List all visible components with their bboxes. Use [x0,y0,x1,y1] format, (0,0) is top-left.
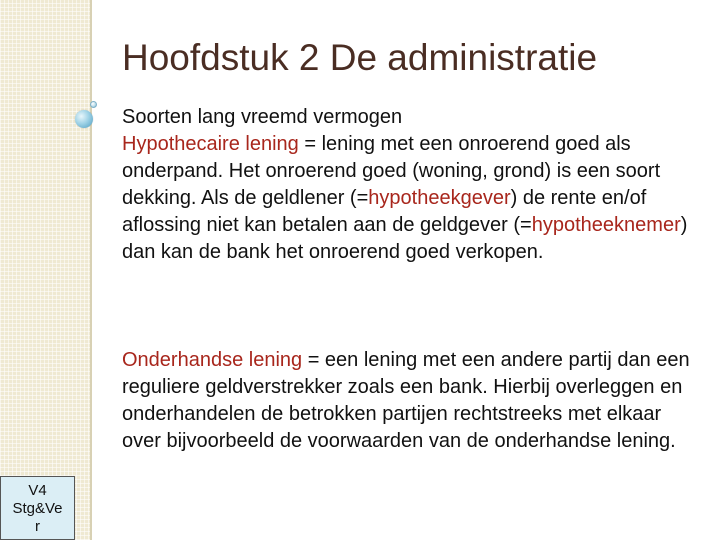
version-label-line: r [35,518,40,535]
side-band-edge [90,0,92,540]
definition-text: ) dan kan de bank het onroerend goed verkopen. [122,214,688,263]
paragraph-hypothecaire-lening [122,104,692,266]
side-band-decoration [0,0,90,540]
term-hypotheekgever: hypotheekgever [368,187,511,209]
definition-text: = lening met een onroerend goed als onderpand. Het onroerend goed (woning, grond) is een soort dekking. Als de geldlener (= [122,133,661,209]
bullet-bead-icon [75,110,93,128]
definition-text: ) de rente en/of aflossing niet kan betalen aan de geldgever (= [122,187,647,236]
term-hypothecaire-lening: Hypothecaire lening [122,133,299,155]
small-bead-icon [90,101,97,108]
term-hypotheeknemer: hypotheeknemer [531,214,681,236]
slide-title: Hoofdstuk 2 De administratie [122,37,598,78]
version-label-line: V4 [28,482,47,499]
paragraph-onderhandse-lening [122,347,692,455]
subheading: Soorten lang vreemd vermogen [122,106,403,128]
version-label-box [0,476,75,540]
definition-text: = een lening met een andere partij dan een reguliere geldverstrekker zoals een bank. Hierbij overleggen en onderhandelen de betrokken partijen rechtstreeks met elkaar over bijvoorbeeld de voorwaarden van de onderhandse lening. [122,349,690,452]
version-label-line: Stg&Ve [12,500,63,517]
term-onderhandse-lening: Onderhandse lening [122,349,303,371]
